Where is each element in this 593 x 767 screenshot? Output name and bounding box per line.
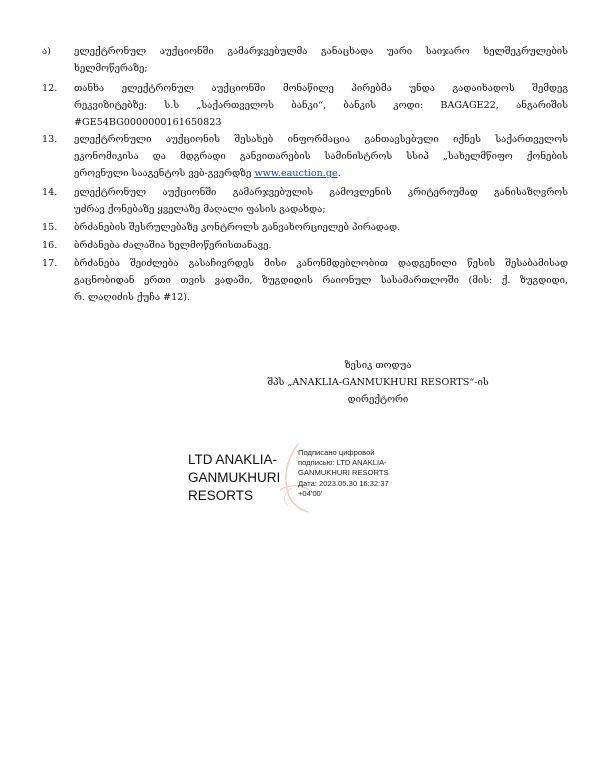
item-text	[74, 255, 568, 306]
item-number: 17.	[42, 258, 58, 269]
eauction-link[interactable]: www.eauction.ge	[254, 168, 338, 179]
text-line: თანხა ელექტრონულ აუქციონში მონაწილე პირებმა უნდა გადაიხადოს შემდეგ	[74, 83, 568, 94]
item-number: 12.	[42, 83, 58, 94]
stamp-info-line: +04'00'	[298, 488, 323, 498]
stamp-line: LTD ANAKLIA-	[188, 452, 278, 467]
text-fragment: .	[337, 168, 341, 179]
text-line: ელექტრონულ აუქციონში გამარჯვებულმა განაცხადა უარი საიჯარო ხელშეკრულების	[74, 46, 568, 57]
text-line: ელექტრონული აუქციონის შესახებ ინფორმაცია განთავსებული იქნეს საქართველოს	[74, 134, 568, 145]
item-text	[74, 80, 568, 131]
signatory-name: ზესიკ თოდუა	[344, 360, 412, 371]
text-fragment: ეროვნული სააგენტოს ვებ-გვერდზე	[74, 168, 252, 179]
text-line: ხელმოწერაზე;	[74, 63, 148, 74]
text-line	[74, 165, 568, 182]
stamp-info-line: Подписано цифровой	[298, 448, 375, 457]
item-text	[74, 43, 568, 77]
stamp-line: GANMUKHURI	[188, 470, 281, 485]
text-line: ბრძანება შეიძლება გასაჩივრდეს მისი კანონმდებლობით დადგენილი წესის შესაბამისად	[74, 258, 568, 269]
text-line: ეკონომიკისა და მდგრადი განვითარების სამინისტროს სსიპ „სახელმწიფო ქონების	[74, 151, 568, 162]
stamp-info-line: подписью: LTD ANAKLIA-	[298, 458, 387, 468]
text-line: რ. ლაღიძის ქუჩა #12).	[74, 292, 191, 303]
item-number: 15.	[42, 222, 58, 233]
item-number: 13.	[42, 134, 58, 145]
text-line: რეკვიზიტებზე: ს.ს „საქართველოს ბანკი“, ბანკის კოდი: BAGAGE22, ანგარიშის	[74, 100, 568, 111]
item-text	[74, 219, 568, 236]
text-line: ბრძანება ძალაშია ხელმოწერისთანავე.	[74, 240, 272, 251]
text-line: უძრავ ქონებაზე ყველაზე მაღალი ფასის გადახდა;	[74, 204, 326, 215]
digital-signature-details	[298, 448, 448, 499]
text-line: გაცნობიდან ერთი თვის ვადაში, ზუგდიდის რაიონულ სასამართლოში (მის: ქ. ზუგდიდი,	[74, 275, 568, 286]
stamp-info-line: Дата: 2023.05.30 16:32:37	[298, 478, 389, 488]
signatory-org: შპს „ANAKLIA-GANMUKHURI RESORTS“-ის	[267, 377, 489, 388]
text-line: #GE54BG0000000161650823	[74, 117, 222, 128]
item-text	[74, 237, 568, 254]
item-number: 14.	[42, 187, 58, 198]
text-line: ელექტრონულ აუქციონში გამარჯვებულის გამოვლენის კრიტერიუმად განისაზღვროს	[74, 187, 568, 198]
item-text	[74, 131, 568, 182]
text-line: ბრძანების შესრულებაზე კონტროლს განვახორციელებ პირადად.	[74, 222, 401, 233]
item-text	[74, 184, 568, 218]
stamp-info-line: GANMUKHURI RESORTS	[298, 468, 389, 478]
stamp-line: RESORTS	[188, 488, 254, 503]
item-number: 16.	[42, 240, 58, 251]
signatory-role: დირექტორი	[347, 394, 409, 405]
item-number: ა)	[42, 46, 51, 57]
